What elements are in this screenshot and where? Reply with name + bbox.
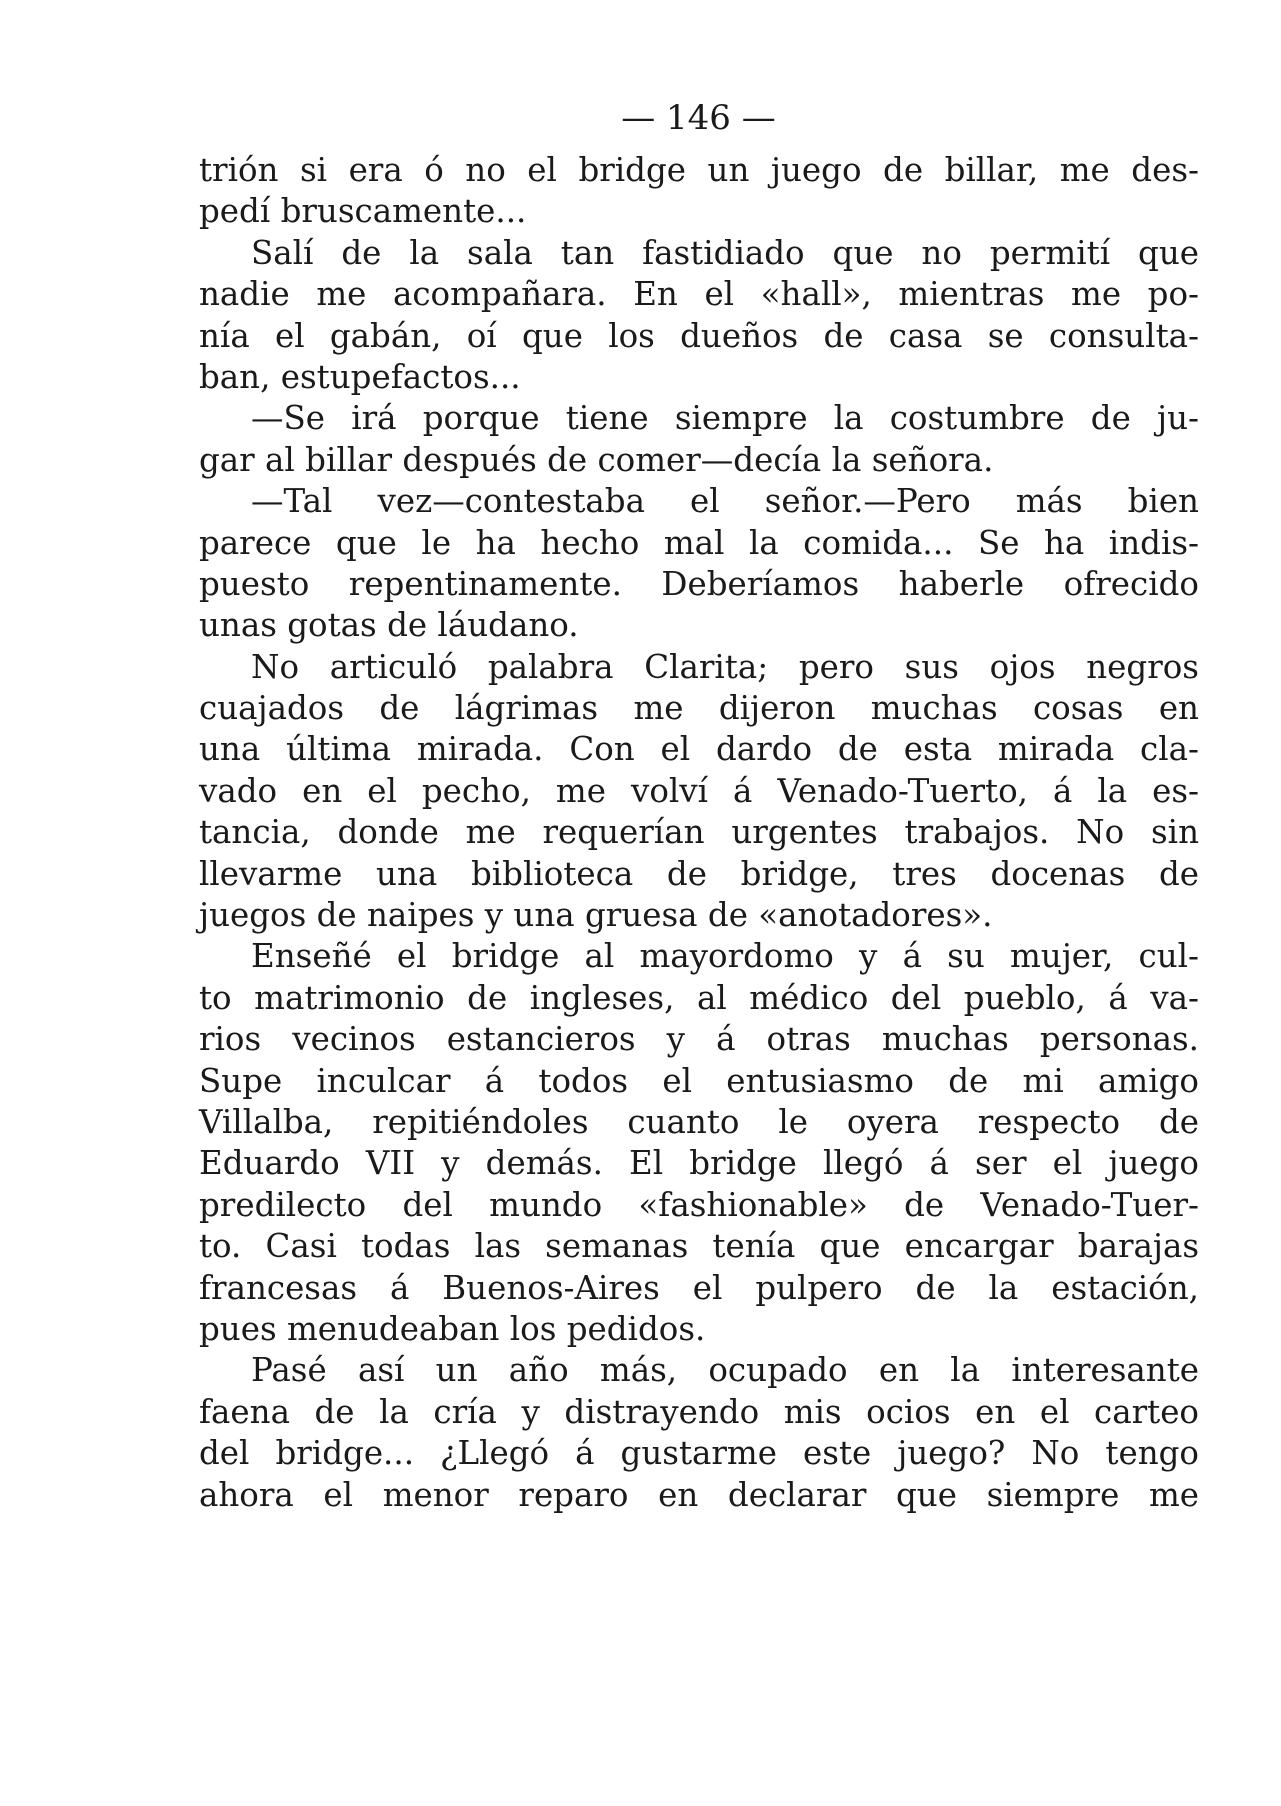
- text-line: —Se irá porque tiene siempre la costumbre de ju-: [251, 399, 1199, 438]
- text-line: ban, estupefactos...: [199, 357, 521, 396]
- text-line: Villalba, repitiéndoles cuanto le oyera respecto de: [199, 1102, 1199, 1141]
- text-line: tancia, donde me requerían urgentes trabajos. No sin: [199, 813, 1199, 852]
- text-line: Supe inculcar á todos el entusiasmo de mi amigo: [199, 1061, 1199, 1100]
- text-line: No articuló palabra Clarita; pero sus ojos negros: [251, 647, 1199, 686]
- text-line: llevarme una biblioteca de bridge, tres docenas de: [199, 854, 1199, 893]
- page-number: — 146 —: [621, 98, 776, 138]
- text-line: del bridge... ¿Llegó á gustarme este juego? No tengo: [199, 1434, 1199, 1473]
- text-line: vado en el pecho, me volví á Venado-Tuerto, á la es-: [199, 771, 1199, 810]
- text-line: to. Casi todas las semanas tenía que encargar barajas: [199, 1227, 1199, 1266]
- text-line: nadie me acompañara. En el «hall», mientras me po-: [199, 275, 1199, 314]
- body-text: [199, 150, 1199, 1516]
- text-line: ahora el menor reparo en declarar que siempre me: [199, 1475, 1199, 1514]
- text-line: —Tal vez—contestaba el señor.—Pero más bien: [251, 482, 1199, 521]
- text-line: parece que le ha hecho mal la comida... Se ha indis-: [199, 523, 1199, 562]
- text-line: trión si era ó no el bridge un juego de billar, me des-: [199, 151, 1199, 189]
- text-line: Eduardo VII y demás. El bridge llegó á ser el juego: [199, 1144, 1199, 1183]
- text-line: una última mirada. Con el dardo de esta mirada cla-: [199, 730, 1199, 769]
- text-line: puesto repentinamente. Deberíamos haberle ofrecido: [199, 564, 1199, 603]
- text-line: Pasé así un año más, ocupado en la interesante: [251, 1351, 1199, 1390]
- text-line: francesas á Buenos-Aires el pulpero de la estación,: [199, 1268, 1199, 1307]
- text-line: gar al billar después de comer—decía la señora.: [199, 440, 994, 479]
- text-line: predilecto del mundo «fashionable» de Venado-Tuer-: [199, 1185, 1199, 1224]
- text-line: cuajados de lágrimas me dijeron muchas cosas en: [199, 689, 1199, 728]
- text-line: pues menudeaban los pedidos.: [199, 1309, 706, 1348]
- text-line: Salí de la sala tan fastidiado que no permití que: [251, 233, 1199, 272]
- text-line: pedí bruscamente...: [199, 192, 527, 231]
- text-line: to matrimonio de ingleses, al médico del pueblo, á va-: [199, 978, 1199, 1017]
- text-line: rios vecinos estancieros y á otras muchas personas.: [199, 1020, 1199, 1059]
- text-line: faena de la cría y distrayendo mis ocios en el carteo: [199, 1392, 1199, 1431]
- text-line: juegos de naipes y una gruesa de «anotadores».: [199, 896, 993, 935]
- text-line: Enseñé el bridge al mayordomo y á su mujer, cul-: [251, 937, 1199, 976]
- text-line: unas gotas de láudano.: [199, 606, 579, 645]
- text-line: nía el gabán, oí que los dueños de casa se consulta-: [199, 316, 1199, 355]
